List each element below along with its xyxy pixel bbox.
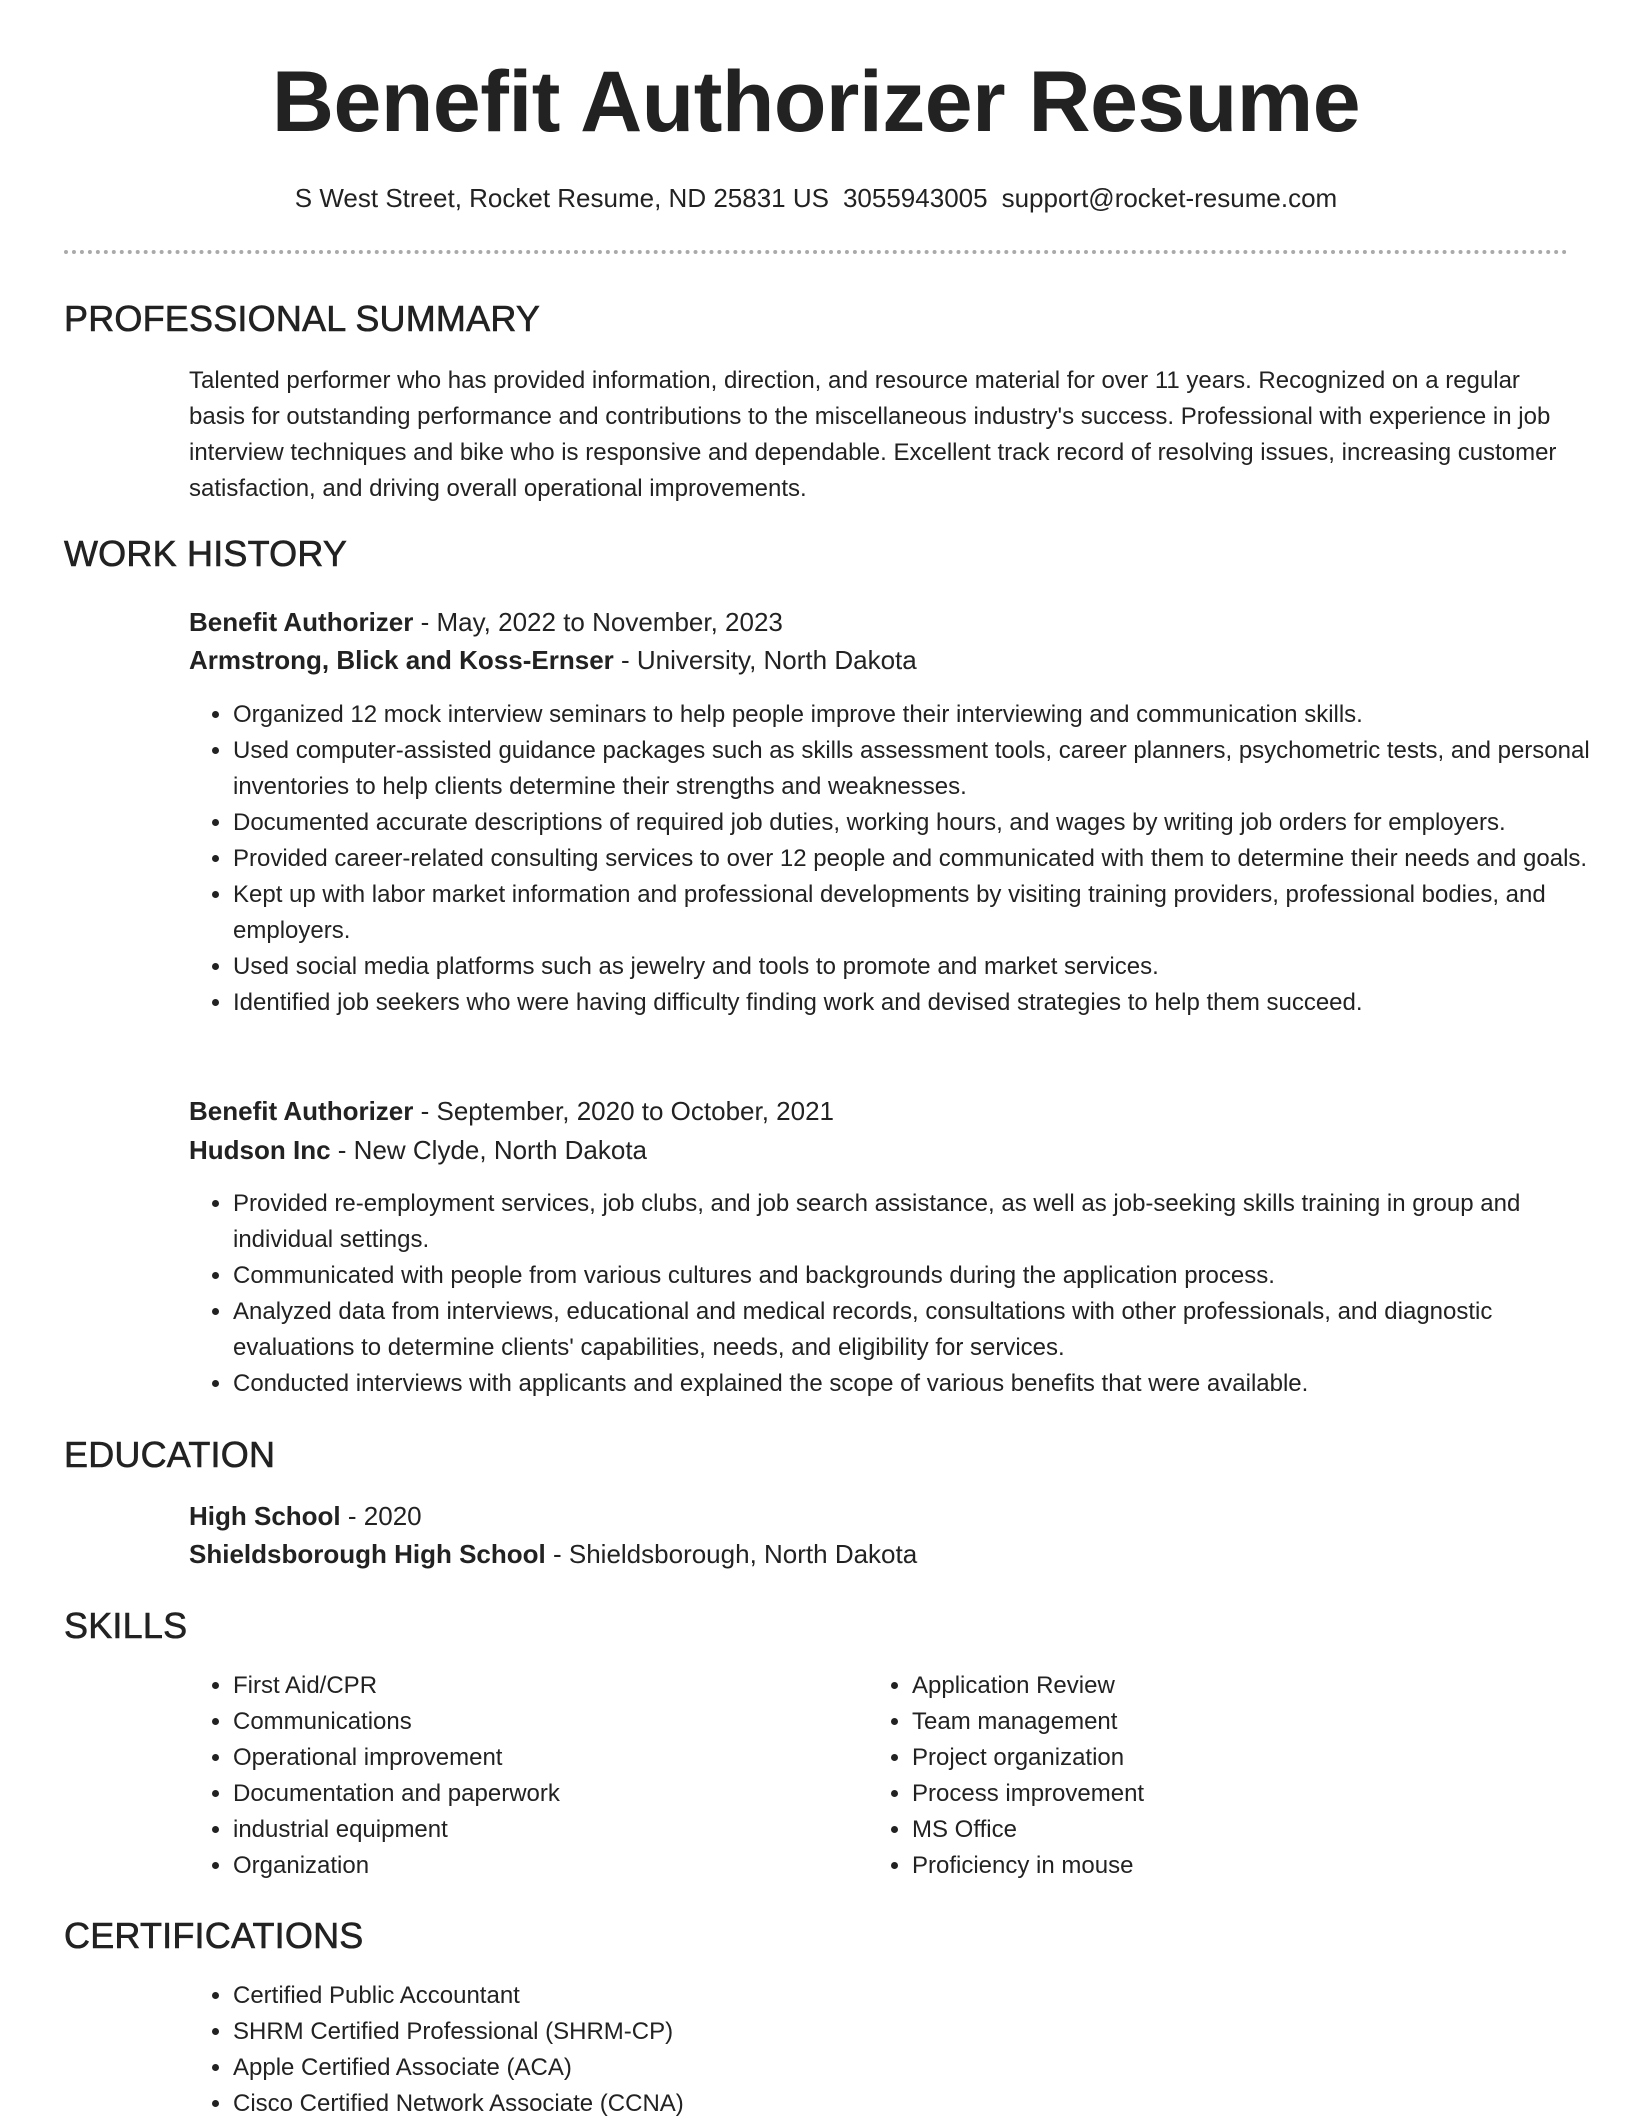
job-location: - New Clyde, North Dakota <box>330 1135 648 1165</box>
contact-line <box>0 180 1632 216</box>
certifications-list <box>189 1978 1618 2122</box>
job-title: Benefit Authorizer <box>189 607 414 637</box>
section-heading-summary: PROFESSIONAL SUMMARY <box>64 298 541 339</box>
contact-email[interactable]: support@rocket-resume.com <box>1001 183 1338 213</box>
skills-left-column <box>189 1668 853 1884</box>
job-2-bullets <box>189 1186 1618 1402</box>
list-item: • Provided re-employment services, job clubs, and job search assistance, as well as job-seeking skills training in group and individual settings. <box>233 1186 1618 1258</box>
list-item: • Used computer-assisted guidance packages such as skills assessment tools, career planners, psychometric tests, and personal inventories to help clients determine their strengths and weaknesses. <box>233 733 1618 805</box>
job-title: Benefit Authorizer <box>189 1096 414 1126</box>
list-item: • First Aid/CPR <box>233 1668 853 1704</box>
job-1-title-line <box>189 604 783 640</box>
list-item: • Identified job seekers who were having difficulty finding work and devised strategies to help them succeed. <box>233 985 1618 1021</box>
job-dates: - May, 2022 to November, 2023 <box>413 607 783 637</box>
education-degree: High School <box>189 1501 341 1531</box>
skills-right-column <box>868 1668 1532 1884</box>
section-heading-work-history: WORK HISTORY <box>64 533 348 574</box>
list-item: • Application Review <box>912 1668 1532 1704</box>
list-item: • Apple Certified Associate (ACA) <box>233 2050 1618 2086</box>
list-item: • Used social media platforms such as jewelry and tools to promote and market services. <box>233 949 1618 985</box>
section-heading-skills: SKILLS <box>64 1605 188 1646</box>
list-item: • Organization <box>233 1848 853 1884</box>
list-item: • SHRM Certified Professional (SHRM-CP) <box>233 2014 1618 2050</box>
list-item: • Project organization <box>912 1740 1532 1776</box>
list-item: • Documented accurate descriptions of required job duties, working hours, and wages by writing job orders for employers. <box>233 805 1618 841</box>
list-item: • Documentation and paperwork <box>233 1776 853 1812</box>
header-divider <box>64 250 1568 254</box>
summary-text: Talented performer who has provided information, direction, and resource material for over 11 years. Recognized on a regular basis for outstanding performance and contributions to the miscellaneous industry's success. Professional with experience in job interview techniques and bike who is responsive and dependable. Excellent track record of resolving issues, increasing customer satisfaction, and driving overall operational improvements. <box>189 367 1557 502</box>
education-location: - Shieldsborough, North Dakota <box>545 1539 918 1569</box>
education-school: Shieldsborough High School <box>189 1539 546 1569</box>
section-heading-education: EDUCATION <box>64 1434 276 1475</box>
education-school-line <box>189 1536 917 1572</box>
list-item: • Communicated with people from various cultures and backgrounds during the application process. <box>233 1258 1618 1294</box>
education-degree-line <box>189 1498 422 1534</box>
contact-address: S West Street, Rocket Resume, ND 25831 US <box>294 183 829 213</box>
job-1-company-line <box>189 642 917 678</box>
resume-title: Benefit Authorizer Resume <box>271 54 1361 150</box>
section-heading-certifications: CERTIFICATIONS <box>64 1915 364 1956</box>
list-item: • Certified Public Accountant <box>233 1978 1618 2014</box>
list-item: • Conducted interviews with applicants and explained the scope of various benefits that were available. <box>233 1366 1618 1402</box>
job-1-bullets <box>189 697 1618 1021</box>
job-2-company-line <box>189 1132 647 1168</box>
list-item: • Provided career-related consulting services to over 12 people and communicated with them to determine their needs and goals. <box>233 841 1618 877</box>
job-2-title-line <box>189 1093 834 1129</box>
list-item: • Cisco Certified Network Associate (CCNA) <box>233 2086 1618 2122</box>
job-dates: - September, 2020 to October, 2021 <box>413 1096 834 1126</box>
list-item: • Organized 12 mock interview seminars to help people improve their interviewing and communication skills. <box>233 697 1618 733</box>
list-item: • MS Office <box>912 1812 1532 1848</box>
list-item: • Operational improvement <box>233 1740 853 1776</box>
list-item: • Process improvement <box>912 1776 1532 1812</box>
job-company: Armstrong, Blick and Koss-Ernser <box>189 645 614 675</box>
list-item: • Analyzed data from interviews, educational and medical records, consultations with other professionals, and diagnostic evaluations to determine clients' capabilities, needs, and eligibility for services. <box>233 1294 1618 1366</box>
list-item: • Proficiency in mouse <box>912 1848 1532 1884</box>
education-year: - 2020 <box>340 1501 422 1531</box>
job-company: Hudson Inc <box>189 1135 331 1165</box>
list-item: • Team management <box>912 1704 1532 1740</box>
list-item: • industrial equipment <box>233 1812 853 1848</box>
list-item: • Kept up with labor market information and professional developments by visiting training providers, professional bodies, and employers. <box>233 877 1618 949</box>
list-item: • Communications <box>233 1704 853 1740</box>
job-location: - University, North Dakota <box>613 645 917 675</box>
contact-phone: 3055943005 <box>842 183 988 213</box>
